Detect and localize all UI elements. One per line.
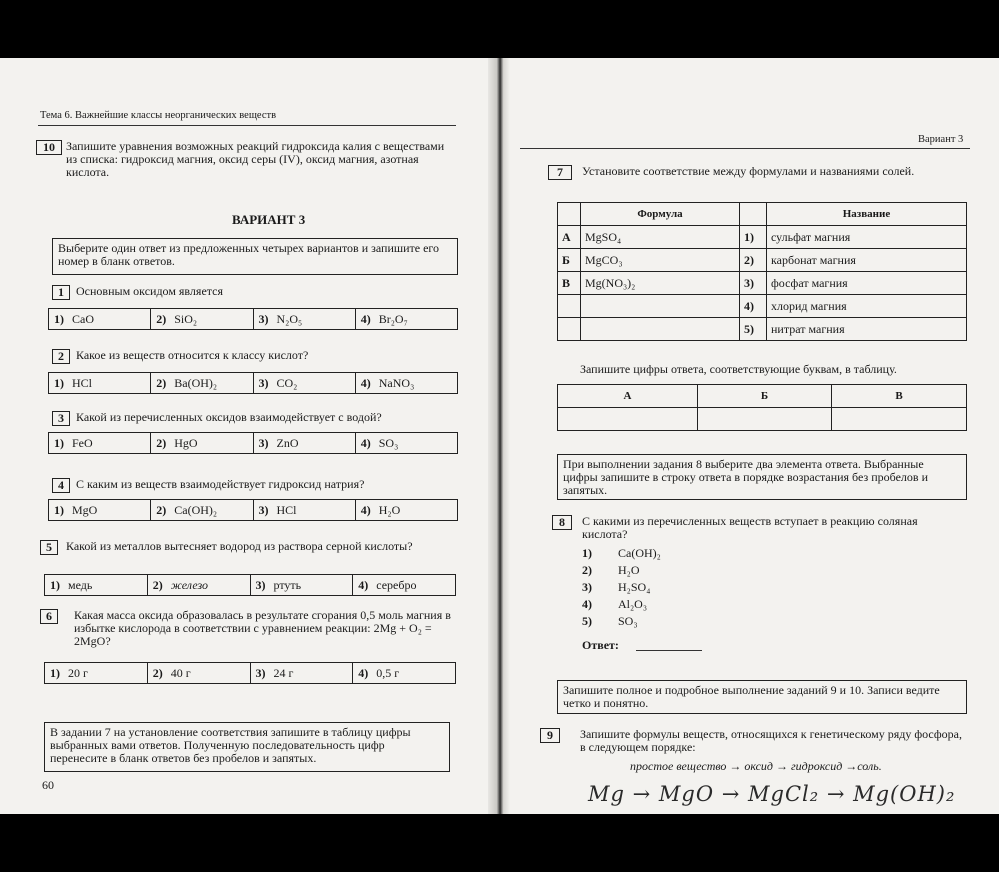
- q4-text: С каким из веществ взаимодействует гидроксид натрия?: [76, 477, 365, 491]
- table-row: 5) нитрат магния: [558, 318, 967, 341]
- instruction-box: Выберите один ответ из предложенных четырех вариантов и запишите его номер в бланк ответов.: [52, 238, 458, 275]
- header-rule: [38, 125, 456, 126]
- q8-option-5: 5) SO₃: [582, 614, 638, 628]
- q3-option-1[interactable]: 1) FeO: [49, 433, 151, 453]
- instruction7-box: В задании 7 на установление соответствия запишите в таблицу цифры выбранных вами ответов. Полученную последовательность цифр перенесите в бланк ответов без пробелов и запятых.: [44, 722, 450, 772]
- q4-options: [48, 499, 458, 521]
- q5-option-2[interactable]: 2) железо: [148, 575, 251, 595]
- q2-option-2[interactable]: 2) Ba(OH)₂: [151, 373, 253, 393]
- answer-cell-a[interactable]: [558, 408, 698, 431]
- q4-option-1[interactable]: 1) MgO: [49, 500, 151, 520]
- table-row: Б MgCO₃ 2) карбонат магния: [558, 249, 967, 272]
- q6-option-2[interactable]: 2) 40 г: [148, 663, 251, 683]
- worksheet-page: [0, 58, 999, 814]
- answer-col-a: А: [558, 385, 698, 408]
- q9-text: Запишите формулы веществ, относящихся к генетическому ряду фосфора, в следующем порядке:: [580, 727, 962, 754]
- q8-number: 8: [552, 515, 572, 530]
- q3-options: [48, 432, 458, 454]
- q1-option-1[interactable]: 1) CaO: [49, 309, 151, 329]
- q5-number: 5: [40, 540, 58, 555]
- answer-col-c: В: [832, 385, 967, 408]
- q1-text: Основным оксидом является: [76, 284, 224, 298]
- q5-option-3[interactable]: 3) ртуть: [251, 575, 354, 595]
- q5-option-1[interactable]: 1) медь: [45, 575, 148, 595]
- variant-title: ВАРИАНТ 3: [232, 212, 306, 227]
- q7-answer-table: [557, 384, 967, 431]
- q8-option-4: 4) Al₂O₃: [582, 597, 648, 611]
- q7-match-table: [557, 202, 967, 341]
- q10-number: 10: [36, 140, 62, 155]
- q6-option-3[interactable]: 3) 24 г: [251, 663, 354, 683]
- q2-option-3[interactable]: 3) CO₂: [254, 373, 356, 393]
- right-page-header: Вариант 3: [918, 134, 964, 145]
- q1-option-3[interactable]: 3) N₂O₅: [254, 309, 356, 329]
- table-row: А MgSO₄ 1) сульфат магния: [558, 226, 967, 249]
- left-page-header: Тема 6. Важнейшие классы неорганических веществ: [40, 110, 277, 121]
- book-gutter: [488, 58, 510, 814]
- table-row: В Mg(NO₃)₂ 3) фосфат магния: [558, 272, 967, 295]
- q8-answer-line[interactable]: [636, 650, 702, 651]
- q2-number: 2: [52, 349, 70, 364]
- answer-cell-b[interactable]: [697, 408, 831, 431]
- q3-option-3[interactable]: 3) ZnO: [254, 433, 356, 453]
- page-number: 60: [42, 778, 54, 792]
- q6-option-4[interactable]: 4) 0,5 г: [358, 665, 400, 680]
- q3-option-2[interactable]: 2) HgO: [151, 433, 253, 453]
- q1-options: [48, 308, 458, 330]
- q8-option-2: 2) H₂O: [582, 563, 640, 577]
- q6-number: 6: [40, 609, 58, 624]
- q7-number: 7: [548, 165, 572, 180]
- instruction9-box: Запишите полное и подробное выполнение заданий 9 и 10. Записи ведите четко и понятно.: [557, 680, 967, 714]
- q1-option-4[interactable]: 4) Br₂O₇: [360, 311, 408, 326]
- q8-answer-label: Ответ:: [582, 638, 619, 652]
- q8-option-3: 3) H₂SO₄: [582, 580, 651, 594]
- q4-option-3[interactable]: 3) HCl: [254, 500, 356, 520]
- table-row: 4) хлорид магния: [558, 295, 967, 318]
- q9-scheme: простое вещество → оксид → гидроксид →соль.: [630, 759, 882, 773]
- answer-cell-c[interactable]: [832, 408, 967, 431]
- q1-option-2[interactable]: 2) SiO₂: [151, 309, 253, 329]
- q5-options: [44, 574, 456, 596]
- q1-number: 1: [52, 285, 70, 300]
- answer-col-b: Б: [697, 385, 831, 408]
- q4-option-4[interactable]: 4) H₂O: [360, 502, 401, 517]
- right-header-rule: [520, 148, 970, 149]
- q10-text: Запишите уравнения возможных реакций гидроксида калия с веществами из списка: гидроксид магния, оксид серы (IV), оксид магния, азотная кислота.: [66, 139, 445, 179]
- q4-option-2[interactable]: 2) Ca(OH)₂: [151, 500, 253, 520]
- q3-option-4[interactable]: 4) SO₃: [360, 435, 399, 450]
- instruction8-box: При выполнении задания 8 выберите два элемента ответа. Выбранные цифры запишите в строку ответа в порядке возрастания без пробелов и запятых.: [557, 454, 967, 500]
- q2-option-1[interactable]: 1) HCl: [49, 373, 151, 393]
- col-name: Название: [767, 203, 967, 226]
- q3-text: Какой из перечисленных оксидов взаимодействует с водой?: [76, 410, 382, 424]
- q7-text: Установите соответствие между формулами и названиями солей.: [582, 164, 915, 178]
- q5-option-4[interactable]: 4) серебро: [358, 577, 417, 592]
- q2-text: Какое из веществ относится к классу кислот?: [76, 348, 309, 362]
- q6-options: [44, 662, 456, 684]
- q4-number: 4: [52, 478, 70, 493]
- q8-option-1: 1) Ca(OH)₂: [582, 546, 661, 560]
- q7-prompt: Запишите цифры ответа, соответствующие буквам, в таблицу.: [580, 362, 897, 376]
- q9-number: 9: [540, 728, 560, 743]
- q6-option-1[interactable]: 1) 20 г: [45, 663, 148, 683]
- q5-text: Какой из металлов вытесняет водород из раствора серной кислоты?: [66, 539, 413, 553]
- q8-text: С какими из перечисленных веществ вступает в реакцию соляная кислота?: [582, 514, 918, 541]
- q3-number: 3: [52, 411, 70, 426]
- col-formula: Формула: [581, 203, 740, 226]
- q2-options: [48, 372, 458, 394]
- handwritten-answer: Mg → MgO → MgCl₂ → Mg(OH)₂: [588, 782, 956, 806]
- q2-option-4[interactable]: 4) NaNO₃: [360, 375, 415, 390]
- q6-text: Какая масса оксида образовалась в результате сгорания 0,5 моль магния в избытке кислорода в соответствии с уравнением реакции: 2Mg + O₂ = 2MgO?: [74, 608, 451, 648]
